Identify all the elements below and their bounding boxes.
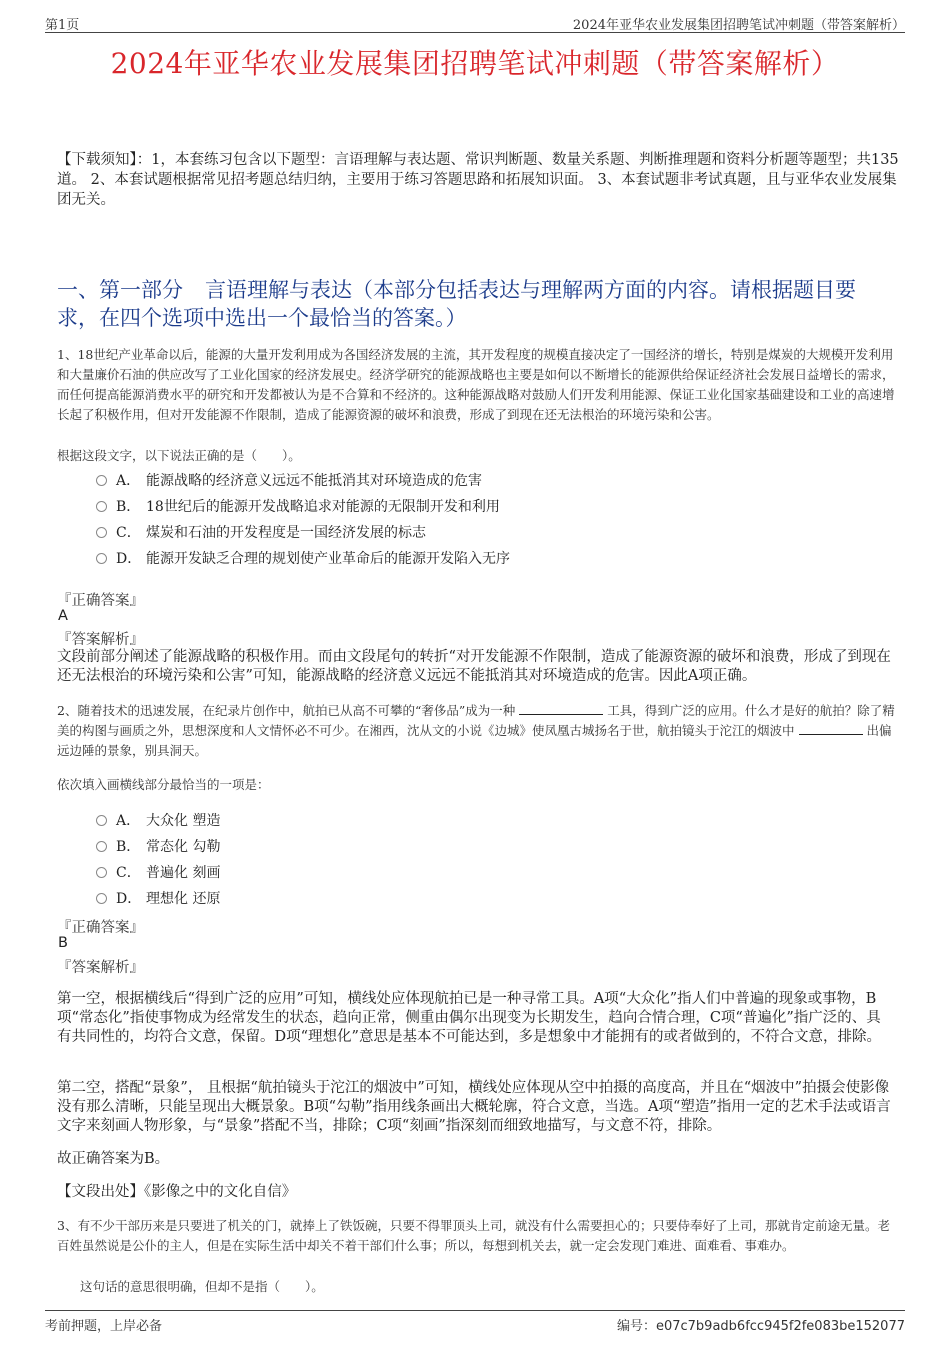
- radio-icon[interactable]: [96, 867, 107, 878]
- radio-icon[interactable]: [96, 815, 107, 826]
- q1-question: 根据这段文字，以下说法正确的是（ ）。: [57, 448, 301, 463]
- download-notice: 【下载须知】：1，本套练习包含以下题型：言语理解与表达题、常识判断题、数量关系题、判断推理题和资料分析题等题型；共135道。 2、本套试题根据常见招考题总结归纳，主要用于练习答题思路和拓展知识面。 3、本套试题非考试真题，且与亚华农业发展集团无关。: [57, 152, 899, 208]
- radio-icon[interactable]: [96, 475, 107, 486]
- q2-answer-label: 『正确答案』: [57, 920, 144, 936]
- section-title: 言语理解与表达（本部分包括表达与理解两方面的内容。请根据题目要求，在四个选项中选出一个最恰当的答案。）: [57, 278, 856, 330]
- q3-question: 这句话的意思很明确，但却不是指（ ）。: [80, 1279, 324, 1294]
- q2-source: 【文段出处】《影像之中的文化自信》: [57, 1184, 297, 1200]
- radio-icon[interactable]: [96, 527, 107, 538]
- q1-option-a[interactable]: A． 能源战略的经济意义远远不能抵消其对环境造成的危害: [96, 470, 482, 492]
- footer-slogan: 考前押题，上岸必备: [45, 1319, 163, 1334]
- q2-question: 依次填入画横线部分最恰当的一项是：: [57, 777, 270, 792]
- radio-icon[interactable]: [96, 841, 107, 852]
- q1-stem: 1、18世纪产业革命以后，能源的大量开发利用成为各国经济发展的主流，其开发程度的规模直接决定了一国经济的增长，特别是煤炭的大规模开发利用和大量廉价石油的供应改写了工业化国家的经济发展史。经济学研究的能源战略也主要是如何以不断增长的能源供给保证经济社会发展日益增长的需求，而任何提高能源消费水平的研究和开发都被认为是不合算和不经济的。这种能源战略对鼓励人们开发利用能源、保证工业化国家基础建设和工业的高速增长起了积极作用，但对开发能源不作限制，造成了能源资源的破坏和浪费，形成了到现在还无法根治的环境污染和公害。: [57, 347, 895, 422]
- header-doc-title: 2024年亚华农业发展集团招聘笔试冲刺题（带答案解析）: [572, 18, 905, 33]
- q1-option-c[interactable]: C． 煤炭和石油的开发程度是一国经济发展的标志: [96, 522, 426, 544]
- q2-option-c[interactable]: C． 普遍化 刻画: [96, 862, 220, 884]
- q1-option-d[interactable]: D． 能源开发缺乏合理的规划使产业革命后的能源开发陷入无序: [96, 548, 510, 570]
- q2-analysis-label: 『答案解析』: [57, 960, 144, 976]
- q2-answer: B: [58, 935, 68, 951]
- document-title: 2024年亚华农业发展集团招聘笔试冲刺题（带答案解析）: [110, 47, 840, 80]
- blank-line: [799, 734, 863, 735]
- q2-analysis-1: 第一空，根据横线后“得到广泛的应用”可知，横线处应体现航拍已是一种寻常工具。A项“大众化”指人们中普遍的现象或事物，B项“常态化”指使事物成为经常发生的状态，趋向正常，侧重由偶尔出现变为长期发生，趋向合情合理，C项“普遍化”指广泛的、具有共同性的，均符合文意，保留。D项“理想化”意思是基本不可能达到，多是想象中才能拥有的或者做到的，不符合文意，排除。: [57, 991, 881, 1045]
- page-number: 第1页: [45, 18, 80, 33]
- radio-icon[interactable]: [96, 553, 107, 564]
- q2-stem: 2、随着技术的迅速发展，在纪录片创作中，航拍已从高不可攀的“奢侈品”成为一种 工具，得到广泛的应用。什么才是好的航拍？除了精美的构图与画质之外，思想深度和人文情怀必不可少。在湘西，沈从文的小说《边城》使凤凰古城扬名于世，航拍镜头于沱江的烟波中 出偏远边陲的景象，别具洞天。: [57, 703, 895, 758]
- q3-stem: 3、有不少干部历来是只要进了机关的门，就捧上了铁饭碗，只要不得罪顶头上司，就没有什么需要担心的；只要侍奉好了上司，那就肯定前途无量。老百姓虽然说是公仆的主人，但是在实际生活中却关不着干部们什么事；所以，每想到机关去，就一定会发现门难进、面难看、事难办。: [57, 1218, 890, 1253]
- q2-analysis-2: 第二空，搭配“景象”， 且根据“航拍镜头于沱江的烟波中”可知，横线处应体现从空中拍摄的高度高，并且在“烟波中”拍摄会使影像没有那么清晰，只能呈现出大概景象。B项“勾勒”指用线条画出大概轮廓，符合文意，当选。A项“塑造”指用一定的艺术手法或语言文字来刻画人物形象，与“景象”搭配不当，排除；C项“刻画”指深刻而细致地描写，与文意不符，排除。: [57, 1080, 891, 1134]
- q1-option-b[interactable]: B． 18世纪后的能源开发战略追求对能源的无限制开发和利用: [96, 496, 500, 518]
- section-part: 一、第一部分: [57, 278, 183, 302]
- page-header: [45, 12, 905, 33]
- blank-line: [519, 714, 603, 715]
- section-heading: [57, 276, 895, 332]
- q1-answer: A: [58, 608, 68, 624]
- q1-answer-label: 『正确答案』: [57, 593, 144, 609]
- q2-option-d[interactable]: D． 理想化 还原: [96, 888, 220, 910]
- footer-doc-id: 编号：e07c7b9adb6fcc945f2fe083be152077: [616, 1319, 905, 1334]
- page-footer: [45, 1310, 905, 1333]
- radio-icon[interactable]: [96, 501, 107, 512]
- q1-analysis: 文段前部分阐述了能源战略的积极作用。而由文段尾句的转折“对开发能源不作限制，造成了能源资源的破坏和浪费，形成了到现在还无法根治的环境污染和公害”可知，能源战略的经济意义远远不能抵消其对环境造成的危害。因此A项正确。: [57, 649, 891, 684]
- q2-option-b[interactable]: B． 常态化 勾勒: [96, 836, 220, 858]
- q2-conclusion: 故正确答案为B。: [57, 1151, 170, 1167]
- radio-icon[interactable]: [96, 893, 107, 904]
- q1-analysis-label: 『答案解析』: [57, 632, 144, 648]
- q2-option-a[interactable]: A． 大众化 塑造: [96, 810, 220, 832]
